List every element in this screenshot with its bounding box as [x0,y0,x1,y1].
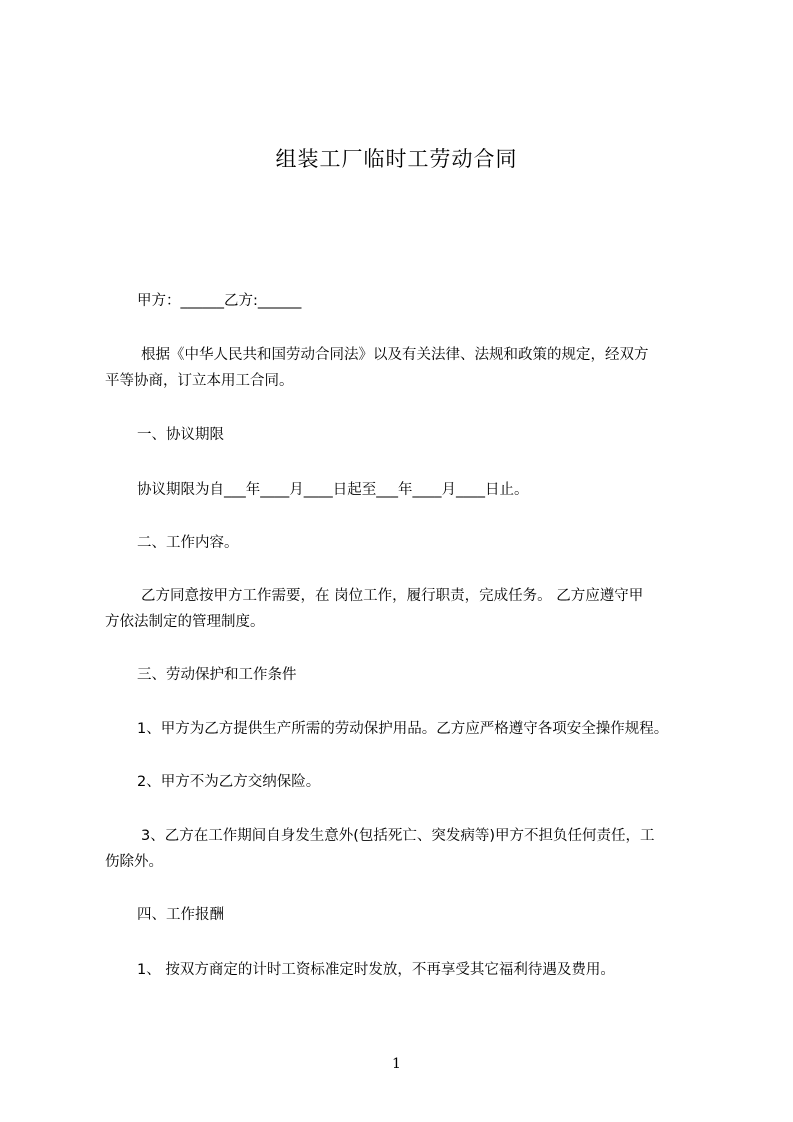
page-number: 1 [392,1056,401,1072]
parties-line: 甲方：______乙方:______ [137,293,302,309]
work-content-line-1: 乙方同意按甲方工作需要，在 岗位工作，履行职责，完成任务。 乙方应遵守甲 [141,588,644,604]
labor-protection-item-3-line-2: 伤除外。 [105,854,163,870]
intro-paragraph-line-2: 平等协商，订立本用工合同。 [105,373,294,389]
section-heading-compensation: 四、工作报酬 [137,907,224,923]
labor-protection-item-3-line-1: 3、乙方在工作期间自身发生意外(包括死亡、突发病等)甲方不担负任何责任，工 [141,828,655,844]
compensation-item-1: 1、 按双方商定的计时工资标准定时发放，不再享受其它福利待遇及费用。 [137,962,615,978]
intro-paragraph-line-1: 根据《中华人民共和国劳动合同法》以及有关法律、法规和政策的规定，经双方 [141,347,649,363]
work-content-line-2: 方依法制定的管理制度。 [105,614,265,630]
term-clause: 协议期限为自___年____月____日起至___年____月____日止。 [137,482,529,498]
document-title: 组装工厂临时工劳动合同 [275,147,518,171]
section-heading-labor-protection: 三、劳动保护和工作条件 [137,667,297,683]
section-heading-work-content: 二、工作内容。 [137,535,239,551]
labor-protection-item-1: 1、甲方为乙方提供生产所需的劳动保护用品。乙方应严格遵守各项安全操作规程。 [137,721,669,737]
labor-protection-item-2: 2、甲方不为乙方交纳保险。 [137,774,321,790]
section-heading-term: 一、协议期限 [137,427,224,443]
